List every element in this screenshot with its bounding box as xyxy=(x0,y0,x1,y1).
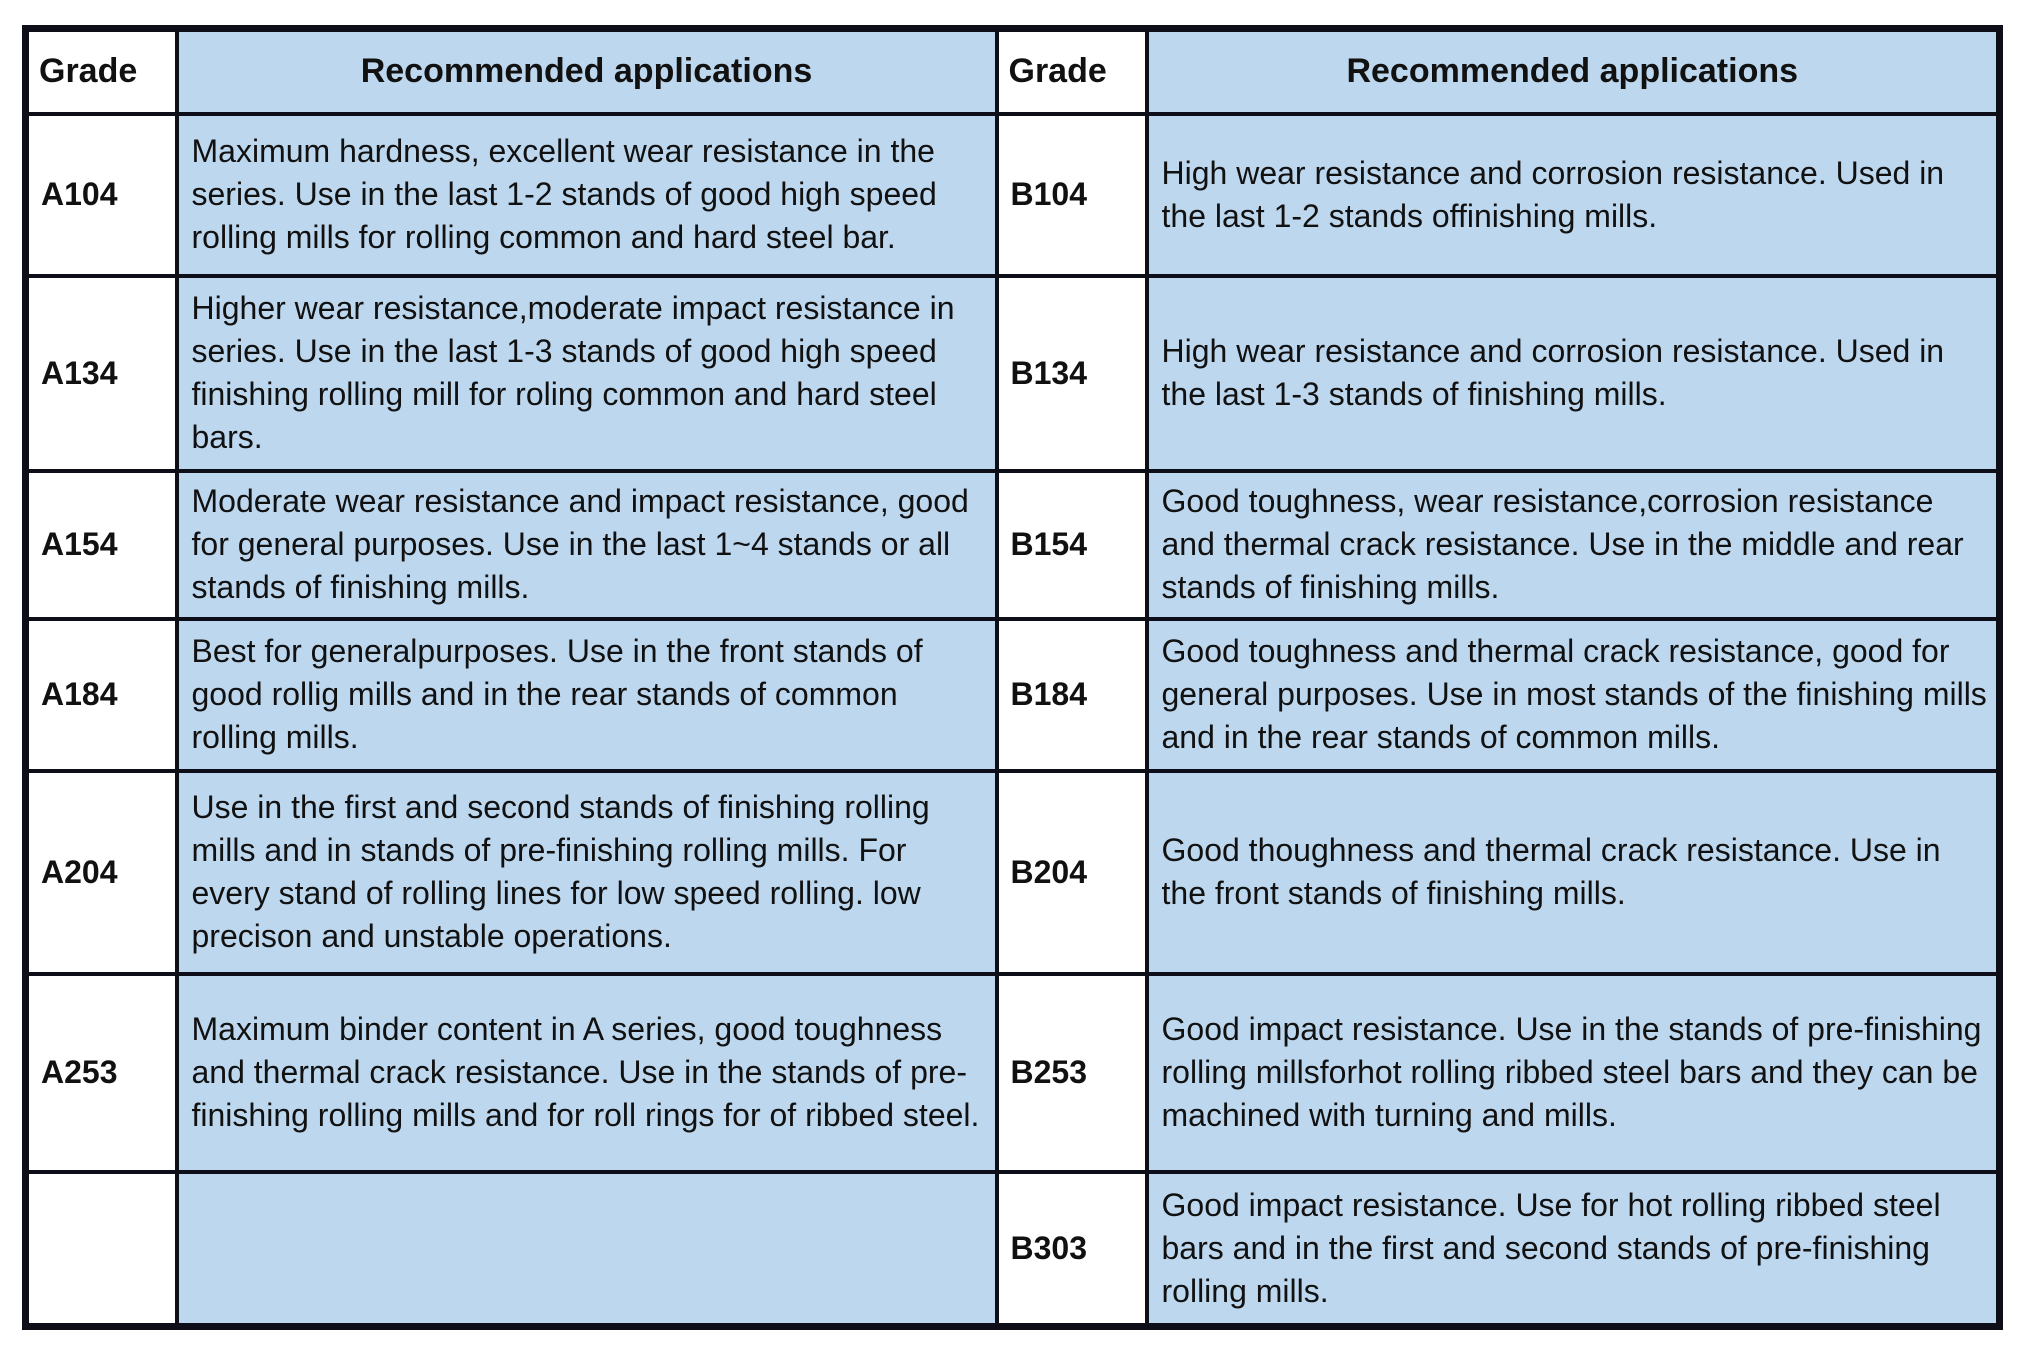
application-cell: Higher wear resistance,moderate impact resistance in series. Use in the last 1-3 stands of good high speed finishing rolling mill for roling common and hard steel bars. xyxy=(177,276,997,471)
application-cell: High wear resistance and corrosion resistance. Used in the last 1-3 stands of finishing mills. xyxy=(1147,276,2000,471)
application-cell: Good impact resistance. Use for hot rolling ribbed steel bars and in the first and second stands of pre-finishing rolling mills. xyxy=(1147,1172,2000,1327)
application-cell: High wear resistance and corrosion resistance. Used in the last 1-2 stands offinishing mills. xyxy=(1147,114,2000,276)
grade-cell: B204 xyxy=(997,771,1147,974)
grade-cell: B184 xyxy=(997,619,1147,771)
grade-cell: B154 xyxy=(997,471,1147,619)
column-header-grade-b: Grade xyxy=(997,29,1147,114)
table-row xyxy=(26,1172,2000,1327)
application-cell-empty xyxy=(177,1172,997,1327)
grade-cell: B134 xyxy=(997,276,1147,471)
grade-cell: A134 xyxy=(26,276,177,471)
grade-cell-empty xyxy=(26,1172,177,1327)
table-row xyxy=(26,619,2000,771)
grade-cell: A154 xyxy=(26,471,177,619)
grade-cell: B253 xyxy=(997,974,1147,1172)
table-row xyxy=(26,276,2000,471)
table-row xyxy=(26,974,2000,1172)
application-cell: Best for generalpurposes. Use in the front stands of good rollig mills and in the rear stands of common rolling mills. xyxy=(177,619,997,771)
column-header-applications-b: Recommended applications xyxy=(1147,29,2000,114)
grade-cell: A204 xyxy=(26,771,177,974)
application-cell: Maximum hardness, excellent wear resistance in the series. Use in the last 1-2 stands of good high speed rolling mills for rolling common and hard steel bar. xyxy=(177,114,997,276)
grade-cell: A104 xyxy=(26,114,177,276)
grades-applications-table xyxy=(22,25,2003,1330)
grade-cell: A253 xyxy=(26,974,177,1172)
column-header-grade-a: Grade xyxy=(26,29,177,114)
table-row xyxy=(26,114,2000,276)
grade-cell: B303 xyxy=(997,1172,1147,1327)
grades-table-container xyxy=(22,25,2003,1330)
application-cell: Moderate wear resistance and impact resistance, good for general purposes. Use in the last 1~4 stands or all stands of finishing mills. xyxy=(177,471,997,619)
grade-cell: B104 xyxy=(997,114,1147,276)
application-cell: Good impact resistance. Use in the stands of pre-finishing rolling millsforhot rolling ribbed steel bars and they can be machined with turning and mills. xyxy=(1147,974,2000,1172)
column-header-applications-a: Recommended applications xyxy=(177,29,997,114)
application-cell: Good toughness and thermal crack resistance, good for general purposes. Use in most stands of the finishing mills and in the rear stands of common mills. xyxy=(1147,619,2000,771)
application-cell: Good toughness, wear resistance,corrosion resistance and thermal crack resistance. Use in the middle and rear stands of finishing mills. xyxy=(1147,471,2000,619)
header-row xyxy=(26,29,2000,114)
table-row xyxy=(26,771,2000,974)
application-cell: Use in the first and second stands of finishing rolling mills and in stands of pre-finishing rolling mills. For every stand of rolling lines for low speed rolling. low precison and unstable operations. xyxy=(177,771,997,974)
table-row xyxy=(26,471,2000,619)
application-cell: Good thoughness and thermal crack resistance. Use in the front stands of finishing mills. xyxy=(1147,771,2000,974)
application-cell: Maximum binder content in A series, good toughness and thermal crack resistance. Use in the stands of pre-finishing rolling mills and for roll rings for of ribbed steel. xyxy=(177,974,997,1172)
grade-cell: A184 xyxy=(26,619,177,771)
